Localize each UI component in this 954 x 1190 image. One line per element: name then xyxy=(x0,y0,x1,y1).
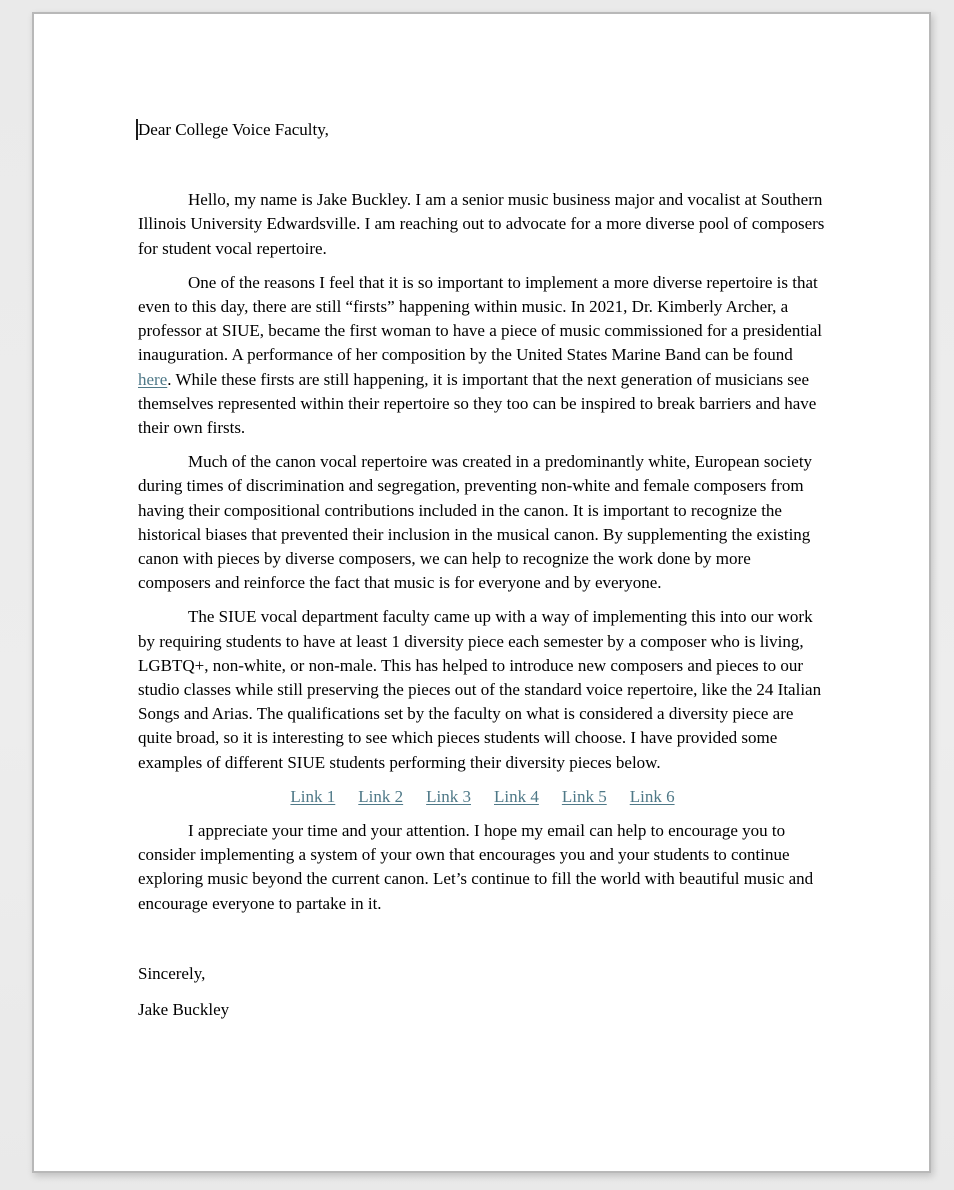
paragraph-intro: Hello, my name is Jake Buckley. I am a senior music business major and vocalist at Southern Illinois University Edwardsville. I am reaching out to advocate for a more diverse pool of composers for student vocal repertoire. xyxy=(138,190,825,258)
signature-line: Jake Buckley xyxy=(138,1000,230,1020)
link-1[interactable]: Link 1 xyxy=(290,786,336,806)
paragraph-canon-history: Much of the canon vocal repertoire was created in a predominantly white, European society during times of discrimination and segregation, preventing non-white and female composers from having their compositional contributions included in the canon. It is important to recognize the historical biases that prevented their inclusion in the musical canon. By supplementing the existing canon with pieces by diverse composers, we can help to recognize the work done by more composers and reinforce the fact that music is for everyone and by everyone. xyxy=(138,452,813,593)
link-3[interactable]: Link 3 xyxy=(426,786,471,806)
closing-line: Sincerely, xyxy=(138,963,206,983)
link-2[interactable]: Link 2 xyxy=(358,786,404,806)
salutation-line xyxy=(138,118,827,142)
salutation-text: Dear College Voice Faculty, xyxy=(138,120,329,139)
here-link[interactable]: here xyxy=(138,369,168,389)
link-6[interactable]: Link 6 xyxy=(629,786,675,806)
paragraph-appreciation: I appreciate your time and your attention. I hope my email can help to encourage you to consider implementing a system of your own that encourages you and your students to continue exploring music beyond the current canon. Let’s continue to fill the world with beautiful music and encourage everyone to partake in it. xyxy=(138,821,814,913)
paragraph-firsts-text-after: . While these firsts are still happening, it is important that the next generation of musicians see themselves represented within their repertoire so they too can be inspired to break barriers and have their own firsts. xyxy=(138,369,817,438)
paragraph-siue-policy: The SIUE vocal department faculty came up with a way of implementing this into our work by requiring students to have at least 1 diversity piece each semester by a composer who is living, LGBTQ+, non-white, or non-male. This has helped to introduce new composers and pieces to our studio classes while still preserving the pieces out of the standard voice repertoire, like the 24 Italian Songs and Arias. The qualifications set by the faculty on what is considered a diversity piece are quite broad, so it is interesting to see which pieces students will choose. I have provided some examples of different SIUE students performing their diversity pieces below. xyxy=(138,607,822,772)
text-cursor xyxy=(136,119,138,140)
links-row xyxy=(138,785,827,809)
link-5[interactable]: Link 5 xyxy=(561,786,607,806)
paragraph-firsts-text-before: One of the reasons I feel that it is so important to implement a more diverse repertoire is that even to this day, there are still “firsts” happening within music. In 2021, Dr. Kimberly Archer, a professor at SIUE, became the first woman to have a piece of music commissioned for a presidential inauguration. A performance of her composition by the United States Marine Band can be found xyxy=(138,272,823,365)
paragraph-firsts xyxy=(138,271,827,440)
link-4[interactable]: Link 4 xyxy=(494,786,539,806)
document-page xyxy=(32,12,931,1173)
